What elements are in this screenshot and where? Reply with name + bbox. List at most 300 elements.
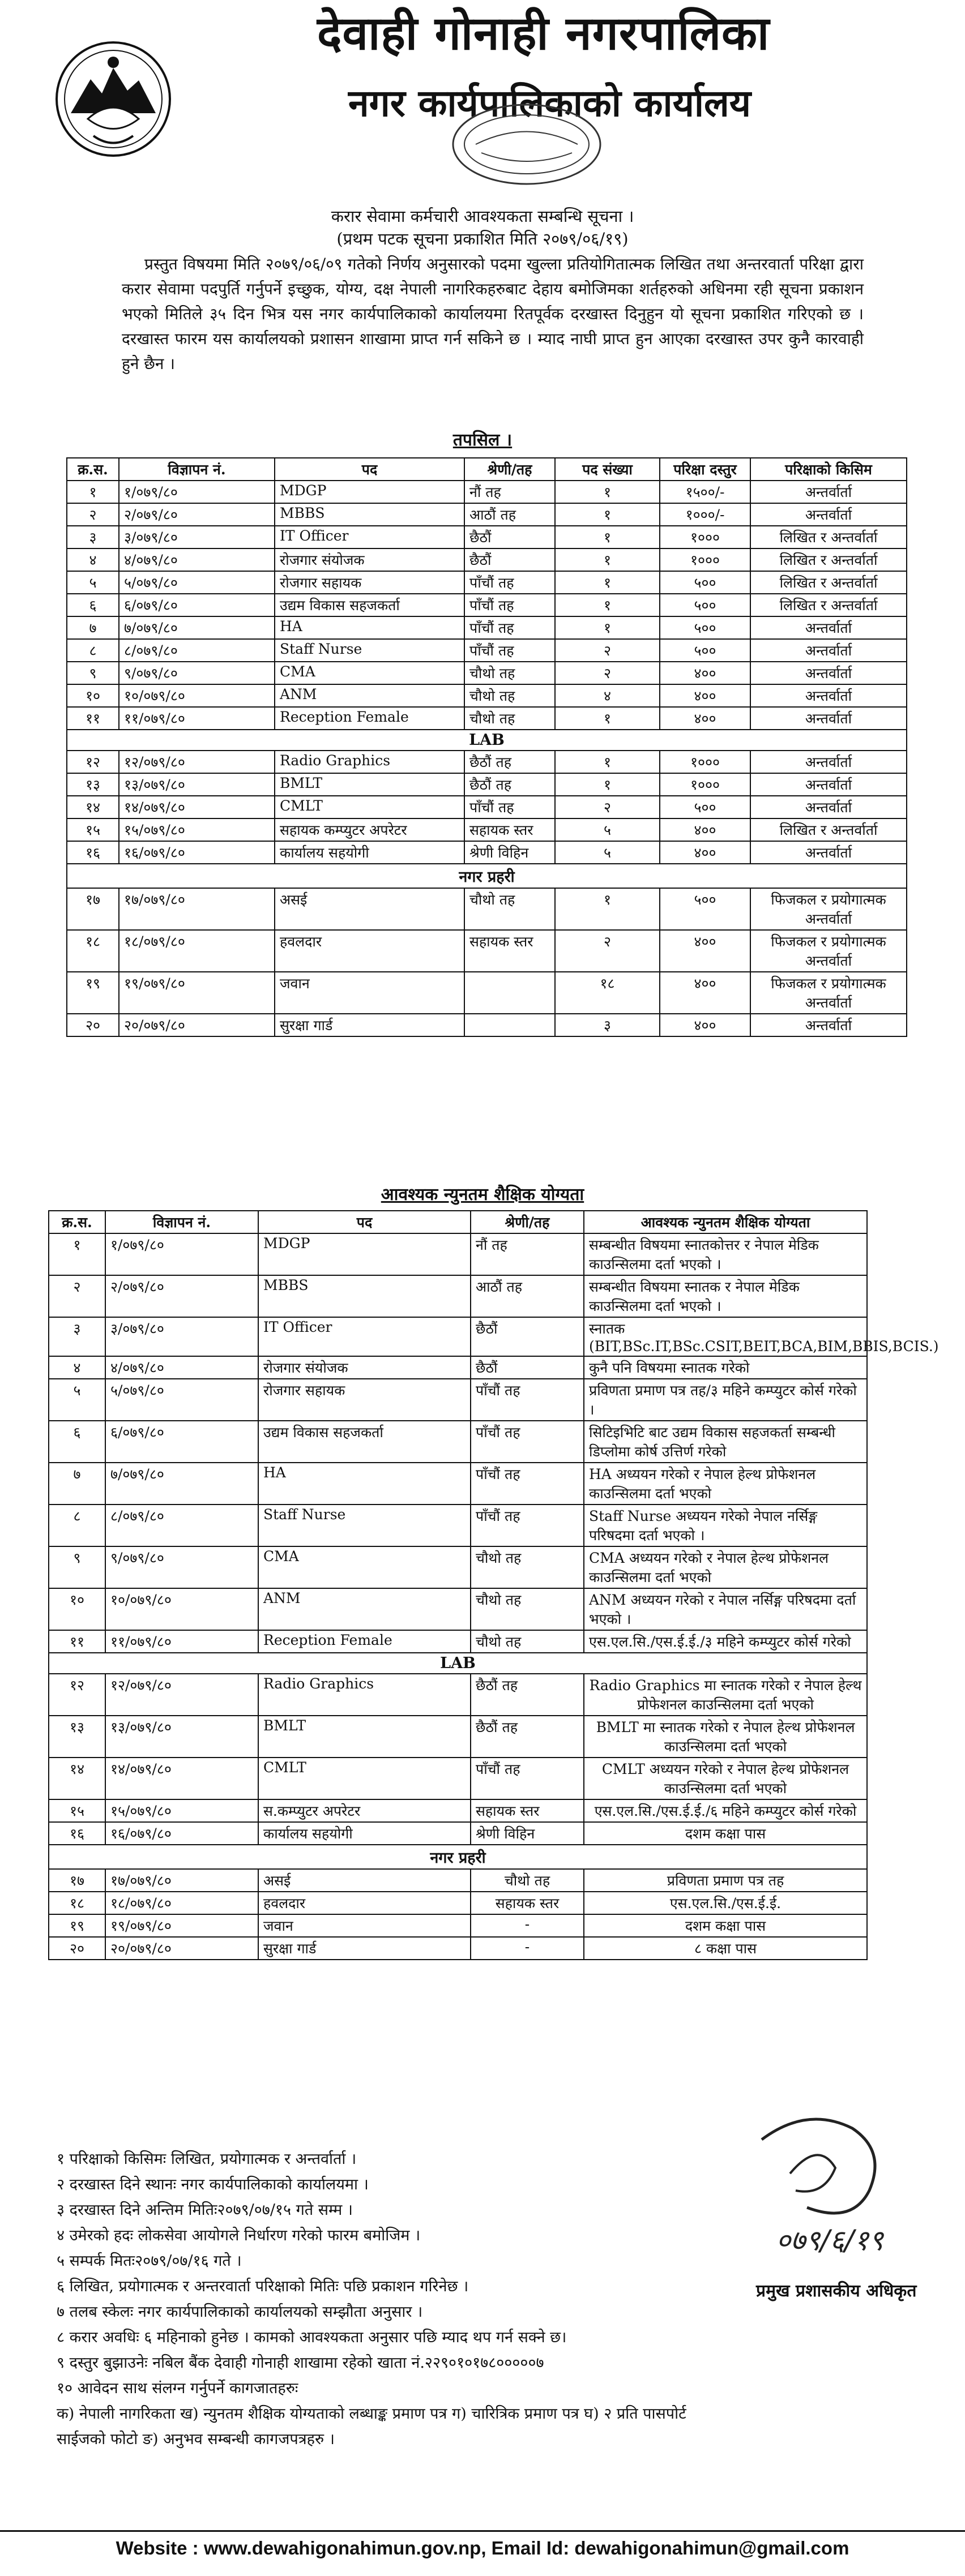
table-cell: ३/०७९/८० <box>119 526 275 548</box>
table-cell: चौथो तह <box>471 1546 584 1588</box>
note-item: १० आवेदन साथ संलग्न गर्नुपर्ने कागजातहरुः <box>57 2380 298 2397</box>
table-cell: ३/०७९/८० <box>105 1317 258 1356</box>
table-cell: १५/०७९/८० <box>119 818 275 841</box>
table-cell: ११/०७९/८० <box>105 1630 258 1653</box>
table-cell: दशम कक्षा पास <box>584 1822 867 1845</box>
note-item: ५ सम्पर्क मितः२०७९/०७/१६ गते । <box>57 2252 242 2270</box>
table-cell: ६/०७९/८० <box>119 594 275 616</box>
table-cell: ४०० <box>660 930 750 972</box>
table-cell: १७ <box>49 1869 105 1892</box>
table-cell: १९ <box>67 972 119 1014</box>
notice-title: करार सेवामा कर्मचारी आवश्यकता सम्बन्धि सूचना । <box>331 207 634 226</box>
table-cell: लिखित र अन्तर्वार्ता <box>750 571 907 594</box>
table-row <box>49 1546 867 1588</box>
table-cell: ४ <box>67 548 119 571</box>
col-fee: परिक्षा दस्तुर <box>660 458 750 481</box>
col-ad-no: विज्ञापन नं. <box>105 1211 258 1233</box>
table-cell: चौथो तह <box>471 1588 584 1630</box>
table-cell: १ <box>555 616 660 639</box>
signature-icon <box>739 2106 926 2275</box>
table-row <box>67 616 907 639</box>
table-cell: ५०० <box>660 796 750 818</box>
table-cell: - <box>471 1914 584 1937</box>
table-cell: आठौं तह <box>464 503 555 526</box>
table-row <box>49 1588 867 1630</box>
note-item: साईजको फोटो ङ) अनुभव सम्बन्धी कागजपत्रहरु । <box>57 2431 335 2448</box>
table-cell: ८/०७९/८० <box>119 639 275 662</box>
table-cell: १ <box>555 481 660 503</box>
table-cell: पाँचौं तह <box>464 639 555 662</box>
table-row <box>49 1914 867 1937</box>
table-cell: ८ कक्षा पास <box>584 1937 867 1960</box>
table-cell: २/०७९/८० <box>119 503 275 526</box>
table-row <box>67 841 907 864</box>
table-cell: पाँचौं तह <box>471 1463 584 1505</box>
table-cell: १३ <box>67 773 119 796</box>
table-cell: १५/०७९/८० <box>105 1799 258 1822</box>
note-item: १ परिक्षाको किसिमः लिखित, प्रयोगात्मक र अन्तर्वार्ता । <box>57 2150 357 2168</box>
table-cell: ४०० <box>660 841 750 864</box>
table-cell: १६/०७९/८० <box>105 1822 258 1845</box>
table-row <box>67 972 907 1014</box>
table-cell: १५ <box>67 818 119 841</box>
table-cell: CMLT अध्ययन गरेको र नेपाल हेल्थ प्रोफेशनल काउन्सिलमा दर्ता भएको <box>584 1758 867 1799</box>
table-cell: IT Officer <box>275 526 464 548</box>
table-row <box>67 503 907 526</box>
table-cell: ११ <box>67 707 119 730</box>
notice-publish-date: (प्रथम पटक सूचना प्रकाशित मिति २०७९/०६/१९) <box>336 229 629 248</box>
footer-divider <box>0 2530 965 2532</box>
table-cell: ANM <box>258 1588 471 1630</box>
table-cell: १००० <box>660 526 750 548</box>
letterhead <box>0 0 965 198</box>
table-cell: पाँचौं तह <box>471 1379 584 1421</box>
col-level: श्रेणी/तह <box>471 1211 584 1233</box>
signature-date: ०७९/६/१९ <box>776 2224 883 2257</box>
table-cell: ४/०७९/८० <box>119 548 275 571</box>
table-cell: ५ <box>555 818 660 841</box>
table-cell: ४ <box>49 1356 105 1379</box>
table-cell: फिजकल र प्रयोगात्मक अन्तर्वार्ता <box>750 930 907 972</box>
table-cell: १४ <box>67 796 119 818</box>
table-cell: १३/०७९/८० <box>105 1716 258 1758</box>
table-row <box>67 796 907 818</box>
table-cell: अन्तर्वार्ता <box>750 684 907 707</box>
table-cell: ४०० <box>660 818 750 841</box>
table-header-row <box>67 458 907 481</box>
table-cell: Reception Female <box>258 1630 471 1653</box>
table-section-row <box>49 1845 867 1869</box>
table-cell: पाँचौं तह <box>464 616 555 639</box>
table-cell: १ <box>555 888 660 930</box>
table-row <box>67 888 907 930</box>
table-row <box>67 773 907 796</box>
table-cell: श्रेणी विहिन <box>471 1822 584 1845</box>
table-cell: छैठौं तह <box>464 773 555 796</box>
table-cell: लिखित र अन्तर्वार्ता <box>750 548 907 571</box>
table-cell: कुनै पनि विषयमा स्नातक गरेको <box>584 1356 867 1379</box>
table-cell: HA <box>258 1463 471 1505</box>
table-cell: चौथो तह <box>471 1869 584 1892</box>
table-cell: १५ <box>49 1799 105 1822</box>
qualification-table <box>48 1210 939 1960</box>
table-cell: CMLT <box>275 796 464 818</box>
table-cell: एस.एल.सि./एस.ई.ई./३ महिने कम्प्युटर कोर्स गरेको <box>584 1630 867 1653</box>
table-cell: २ <box>555 796 660 818</box>
table-cell: असई <box>258 1869 471 1892</box>
table-cell: पाँचौं तह <box>471 1758 584 1799</box>
table-cell: पाँचौं तह <box>471 1505 584 1546</box>
table-cell: १४/०७९/८० <box>105 1758 258 1799</box>
table-cell: CMA <box>275 662 464 684</box>
table-cell: लिखित र अन्तर्वार्ता <box>750 594 907 616</box>
table-cell: Radio Graphics <box>258 1674 471 1716</box>
table-row <box>49 1275 867 1317</box>
note-item: क) नेपाली नागरिकता ख) न्युनतम शैक्षिक योग्यताको लब्धाङ्क प्रमाण पत्र ग) चारित्रिक प्रमाण पत्र घ) २ प्रति पासपोर्ट <box>57 2405 686 2423</box>
table-cell: स.कम्प्युटर अपरेटर <box>258 1799 471 1822</box>
table-cell: चौथो तह <box>464 662 555 684</box>
table-section-row <box>67 730 907 751</box>
table-cell: ५/०७९/८० <box>119 571 275 594</box>
note-item: ९ दस्तुर बुझाउनेः नबिल बैंक देवाही गोनाही शाखामा रहेको खाता नं.२२९०१०१७८०००००७ <box>57 2354 544 2372</box>
table-cell: प्रविणता प्रमाण पत्र तह/३ महिने कम्प्युटर कोर्स गरेको । <box>584 1379 867 1421</box>
note-item: ४ उमेरको हदः लोकसेवा आयोगले निर्धारण गरेको फारम बमोजिम । <box>57 2227 421 2244</box>
table-cell: ७/०७९/८० <box>105 1463 258 1505</box>
col-post: पद <box>258 1211 471 1233</box>
signatory-title: प्रमुख प्रशासकीय अधिकृत <box>756 2281 917 2301</box>
table-row <box>49 1356 867 1379</box>
table-cell: १००० <box>660 773 750 796</box>
table-cell: १९ <box>49 1914 105 1937</box>
table-row <box>49 1799 867 1822</box>
table-cell: हवलदार <box>258 1892 471 1914</box>
table-cell: लिखित र अन्तर्वार्ता <box>750 818 907 841</box>
table-cell: ८ <box>67 639 119 662</box>
table-cell: ११/०७९/८० <box>119 707 275 730</box>
col-post: पद <box>275 458 464 481</box>
table-cell: BMLT <box>275 773 464 796</box>
qualification-table-body <box>49 1233 939 1960</box>
table-cell: ४ <box>555 684 660 707</box>
table-cell: ८ <box>49 1505 105 1546</box>
note-item: ७ तलब स्केलः नगर कार्यपालिकाको कार्यालयको सम्झौता अनुसार । <box>57 2303 423 2321</box>
table-cell: चौथो तह <box>471 1630 584 1653</box>
table-cell: अन्तर्वार्ता <box>750 662 907 684</box>
table-cell <box>464 972 555 1014</box>
table-cell: अन्तर्वार्ता <box>750 639 907 662</box>
table-cell: छैठौं <box>471 1317 584 1356</box>
table-cell: एस.एल.सि./एस.ई.ई./६ महिने कम्प्युटर कोर्स गरेको <box>584 1799 867 1822</box>
table-row <box>67 571 907 594</box>
table-cell: IT Officer <box>258 1317 471 1356</box>
page-subtitle: नगर कार्यपालिकाको कार्यालय <box>348 81 751 125</box>
table-cell: नौं तह <box>464 481 555 503</box>
table-cell: ५ <box>67 571 119 594</box>
table-cell: १० <box>67 684 119 707</box>
table-cell: छैठौं तह <box>471 1716 584 1758</box>
table-cell: चौथो तह <box>464 684 555 707</box>
table-cell: छैठौं <box>464 548 555 571</box>
table-cell: ४/०७९/८० <box>105 1356 258 1379</box>
table-cell: ५०० <box>660 639 750 662</box>
table-cell: २ <box>555 930 660 972</box>
nepal-emblem-icon <box>54 40 173 158</box>
table-cell: रोजगार सहायक <box>275 571 464 594</box>
table-cell: सम्बन्धीत विषयमा स्नातकोत्तर र नेपाल मेडिक काउन्सिलमा दर्ता भएको । <box>584 1233 867 1275</box>
table-cell: १००० <box>660 751 750 773</box>
table-cell: ५०० <box>660 616 750 639</box>
table-row <box>67 707 907 730</box>
table-cell <box>464 1014 555 1036</box>
table-row <box>49 1937 867 1960</box>
table-cell: CMA <box>258 1546 471 1588</box>
footer-contact: Website : www.dewahigonahimun.gov.np, Email Id: dewahigonahimun@gmail.com <box>116 2538 849 2558</box>
table-row <box>67 594 907 616</box>
table-cell: सुरक्षा गार्ड <box>275 1014 464 1036</box>
table-cell: दशम कक्षा पास <box>584 1914 867 1937</box>
table-row <box>67 481 907 503</box>
table-cell: २० <box>67 1014 119 1036</box>
table-cell: चौथो तह <box>464 707 555 730</box>
table-cell: २ <box>49 1275 105 1317</box>
table-cell: एस.एल.सि./एस.ई.ई. <box>584 1892 867 1914</box>
table-cell: ६/०७९/८० <box>105 1421 258 1463</box>
table-cell: अन्तर्वार्ता <box>750 796 907 818</box>
table-cell: श्रेणी विहिन <box>464 841 555 864</box>
note-item: २ दरखास्त दिने स्थानः नगर कार्यपालिकाको कार्यालयमा । <box>57 2176 369 2193</box>
table-cell: ४०० <box>660 972 750 1014</box>
table-cell: २० <box>49 1937 105 1960</box>
table-cell: अन्तर्वार्ता <box>750 1014 907 1036</box>
table-cell: लिखित र अन्तर्वार्ता <box>750 526 907 548</box>
table-cell: ४०० <box>660 707 750 730</box>
table-cell: रोजगार सहायक <box>258 1379 471 1421</box>
table-cell: पाँचौं तह <box>471 1421 584 1463</box>
table-cell: ANM अध्ययन गरेको र नेपाल नर्सिङ्ग परिषदमा दर्ता भएको । <box>584 1588 867 1630</box>
table-cell: BMLT मा स्नातक गरेको र नेपाल हेल्थ प्रोफेशनल काउन्सिलमा दर्ता भएको <box>584 1716 867 1758</box>
table-cell: कार्यालय सहयोगी <box>258 1822 471 1845</box>
table-cell: १४ <box>49 1758 105 1799</box>
table-cell: १९/०७९/८० <box>105 1914 258 1937</box>
table-row <box>67 526 907 548</box>
table-cell: जवान <box>258 1914 471 1937</box>
table-cell: २०/०७९/८० <box>105 1937 258 1960</box>
table-row <box>49 1463 867 1505</box>
table-cell: Radio Graphics मा स्नातक गरेको र नेपाल हेल्थ प्रोफेशनल काउन्सिलमा दर्ता भएको <box>584 1674 867 1716</box>
table-cell: ५ <box>555 841 660 864</box>
table-cell: १२/०७९/८० <box>105 1674 258 1716</box>
table-cell: Staff Nurse <box>275 639 464 662</box>
table-cell: १०/०७९/८० <box>119 684 275 707</box>
table-cell: ३ <box>555 1014 660 1036</box>
table-cell: Staff Nurse अध्ययन गरेको नेपाल नर्सिङ्ग परिषदमा दर्ता भएको । <box>584 1505 867 1546</box>
notes-list <box>57 2146 810 2452</box>
col-level: श्रेणी/तह <box>464 458 555 481</box>
table-cell: छैठौं <box>464 526 555 548</box>
table-cell: MDGP <box>258 1233 471 1275</box>
table-cell: सम्बन्धीत विषयमा स्नातक र नेपाल मेडिक काउन्सिलमा दर्ता भएको । <box>584 1275 867 1317</box>
table-cell: सहायक स्तर <box>471 1799 584 1822</box>
vacancy-table-body <box>67 481 907 1036</box>
table-cell: पाँचौं तह <box>464 594 555 616</box>
table-cell: १२ <box>67 751 119 773</box>
col-qualification: आवश्यक न्युनतम शैक्षिक योग्यता <box>584 1211 867 1233</box>
table-cell: ५०० <box>660 571 750 594</box>
table-cell: १ <box>67 481 119 503</box>
table-cell: MBBS <box>275 503 464 526</box>
table-header-row <box>49 1211 867 1233</box>
table-cell: १६ <box>49 1822 105 1845</box>
table-cell: ७ <box>67 616 119 639</box>
table-cell: MBBS <box>258 1275 471 1317</box>
table-row <box>49 1317 867 1356</box>
col-count: पद संख्या <box>555 458 660 481</box>
table-cell: १८/०७९/८० <box>119 930 275 972</box>
table-cell: अन्तर्वार्ता <box>750 751 907 773</box>
table-cell: - <box>471 1937 584 1960</box>
table-cell: CMLT <box>258 1758 471 1799</box>
col-sn: क्र.स. <box>49 1211 105 1233</box>
table-cell: १४/०७९/८० <box>119 796 275 818</box>
table-cell: ४०० <box>660 684 750 707</box>
table-cell: सुरक्षा गार्ड <box>258 1937 471 1960</box>
table-cell: ९ <box>49 1546 105 1588</box>
table-cell: नौं तह <box>471 1233 584 1275</box>
table-cell: छैठौं तह <box>464 751 555 773</box>
table-cell: २ <box>555 662 660 684</box>
table-row <box>67 818 907 841</box>
table-cell: २ <box>67 503 119 526</box>
section-label: LAB <box>49 1653 867 1674</box>
table-cell: १७/०७९/८० <box>105 1869 258 1892</box>
table-cell: २/०७९/८० <box>105 1275 258 1317</box>
table-row <box>67 662 907 684</box>
schedule-caption: तपसिल । <box>452 430 513 450</box>
table-cell: १७ <box>67 888 119 930</box>
table-cell: ४०० <box>660 1014 750 1036</box>
table-row <box>49 1758 867 1799</box>
table-cell: १८/०७९/८० <box>105 1892 258 1914</box>
table-cell: १८ <box>49 1892 105 1914</box>
table-cell: १३/०७९/८० <box>119 773 275 796</box>
table-cell: सिटिइभिटि बाट उद्यम विकास सहजकर्ता सम्बन्धी डिप्लोमा कोर्ष उत्तिर्ण गरेको <box>584 1421 867 1463</box>
table-row <box>49 1421 867 1463</box>
table-cell: कार्यालय सहयोगी <box>275 841 464 864</box>
table-cell: ५०० <box>660 594 750 616</box>
table-cell: Radio Graphics <box>275 751 464 773</box>
table-cell: १६ <box>67 841 119 864</box>
table-row <box>49 1674 867 1716</box>
table-cell: १२/०७९/८० <box>119 751 275 773</box>
table-cell: ४०० <box>660 662 750 684</box>
table-row <box>49 1869 867 1892</box>
note-item: ८ करार अवधिः ६ महिनाको हुनेछ । कामको आवश्यकता अनुसार पछि म्याद थप गर्न सक्ने छ। <box>57 2329 567 2346</box>
table-cell: प्रविणता प्रमाण पत्र तह <box>584 1869 867 1892</box>
table-cell: रोजगार संयोजक <box>258 1356 471 1379</box>
table-cell: ५०० <box>660 888 750 930</box>
table-cell: २ <box>555 639 660 662</box>
note-item: ६ लिखित, प्रयोगात्मक र अन्तरवार्ता परिक्षाको मितिः पछि प्रकाशन गरिनेछ । <box>57 2278 469 2295</box>
table-cell: HA अध्ययन गरेको र नेपाल हेल्थ प्रोफेशनल काउन्सिलमा दर्ता भएको <box>584 1463 867 1505</box>
table-cell: १० <box>49 1588 105 1630</box>
table-cell: १ <box>49 1233 105 1275</box>
table-cell: ANM <box>275 684 464 707</box>
table-cell: Reception Female <box>275 707 464 730</box>
office-seal-icon <box>442 96 612 192</box>
table-cell: अन्तर्वार्ता <box>750 503 907 526</box>
table-cell: MDGP <box>275 481 464 503</box>
vacancy-table <box>66 457 907 1037</box>
table-cell: १६/०७९/८० <box>119 841 275 864</box>
table-row <box>67 930 907 972</box>
table-row <box>49 1822 867 1845</box>
table-cell: १/०७९/८० <box>105 1233 258 1275</box>
table-cell: १ <box>555 707 660 730</box>
col-ad-no: विज्ञापन नं. <box>119 458 275 481</box>
table-row <box>49 1505 867 1546</box>
note-item: ३ दरखास्त दिने अन्तिम मितिः२०७९/०७/१५ गते सम्म । <box>57 2201 353 2219</box>
table-cell: १०/०७९/८० <box>105 1588 258 1630</box>
table-row <box>67 639 907 662</box>
table-row <box>67 1014 907 1036</box>
table-cell: ५/०७९/८० <box>105 1379 258 1421</box>
table-cell: छैठौं <box>471 1356 584 1379</box>
table-cell: अन्तर्वार्ता <box>750 481 907 503</box>
table-cell: उद्यम विकास सहजकर्ता <box>258 1421 471 1463</box>
table-cell: BMLT <box>258 1716 471 1758</box>
table-cell: ६ <box>49 1421 105 1463</box>
section-label: नगर प्रहरी <box>49 1845 867 1869</box>
table-cell: १८ <box>555 972 660 1014</box>
table-row <box>49 1379 867 1421</box>
table-cell: १००० <box>660 548 750 571</box>
table-cell: सहायक स्तर <box>464 818 555 841</box>
table-cell: १/०७९/८० <box>119 481 275 503</box>
table-cell: १ <box>555 773 660 796</box>
table-cell: ७/०७९/८० <box>119 616 275 639</box>
table-cell: ९/०७९/८० <box>119 662 275 684</box>
table-cell: १ <box>555 571 660 594</box>
table-cell: जवान <box>275 972 464 1014</box>
table-cell: ५ <box>49 1379 105 1421</box>
table-cell: १३ <box>49 1716 105 1758</box>
table-cell: उद्यम विकास सहजकर्ता <box>275 594 464 616</box>
table-cell: चौथो तह <box>464 888 555 930</box>
col-exam-type: परिक्षाको किसिम <box>750 458 907 481</box>
table-cell: असई <box>275 888 464 930</box>
notice-body: प्रस्तुत विषयमा मिति २०७९/०६/०९ गतेको निर्णय अनुसारको पदमा खुल्ला प्रतियोगितात्मक लिखित तथा अन्तरवार्ता परिक्षा द्वारा करार सेवामा पदपुर्ति गर्नुपर्ने इच्छुक, योग्य, दक्ष नेपाली नागरिकहरुबाट देहाय बमोजिमका शर्तहरुको अधिनमा रही सूचना प्रकाशन भएको मितिले ३५ दिन भित्र यस नगर कार्यपालिकाको कार्यालयमा रितपूर्वक दरखास्त दिनुहुन यो सूचना प्रकाशित गरिएको छ । दरखास्त फारम यस कार्यालयको प्रशासन शाखामा प्राप्त गर्न सकिने छ । म्याद नाघी प्राप्त हुन आएका दरखास्त उपर कुनै कारवाही हुने छैन । <box>122 255 864 373</box>
table-cell: HA <box>275 616 464 639</box>
table-cell: अन्तर्वार्ता <box>750 707 907 730</box>
table-cell: छैठौं तह <box>471 1674 584 1716</box>
qualification-caption: आवश्यक न्युनतम शैक्षिक योग्यता <box>381 1185 584 1205</box>
table-cell: १ <box>555 503 660 526</box>
table-row <box>67 684 907 707</box>
table-cell: सहायक स्तर <box>464 930 555 972</box>
table-cell: ७ <box>49 1463 105 1505</box>
table-cell: फिजकल र प्रयोगात्मक अन्तर्वार्ता <box>750 888 907 930</box>
table-cell: पाँचौं तह <box>464 571 555 594</box>
table-cell: ९/०७९/८० <box>105 1546 258 1588</box>
table-cell: ११ <box>49 1630 105 1653</box>
table-cell: सहायक कम्प्युटर अपरेटर <box>275 818 464 841</box>
table-cell: १ <box>555 751 660 773</box>
table-cell: ३ <box>67 526 119 548</box>
table-row <box>67 751 907 773</box>
table-row <box>49 1630 867 1653</box>
table-cell: अन्तर्वार्ता <box>750 616 907 639</box>
section-label: LAB <box>67 730 907 751</box>
